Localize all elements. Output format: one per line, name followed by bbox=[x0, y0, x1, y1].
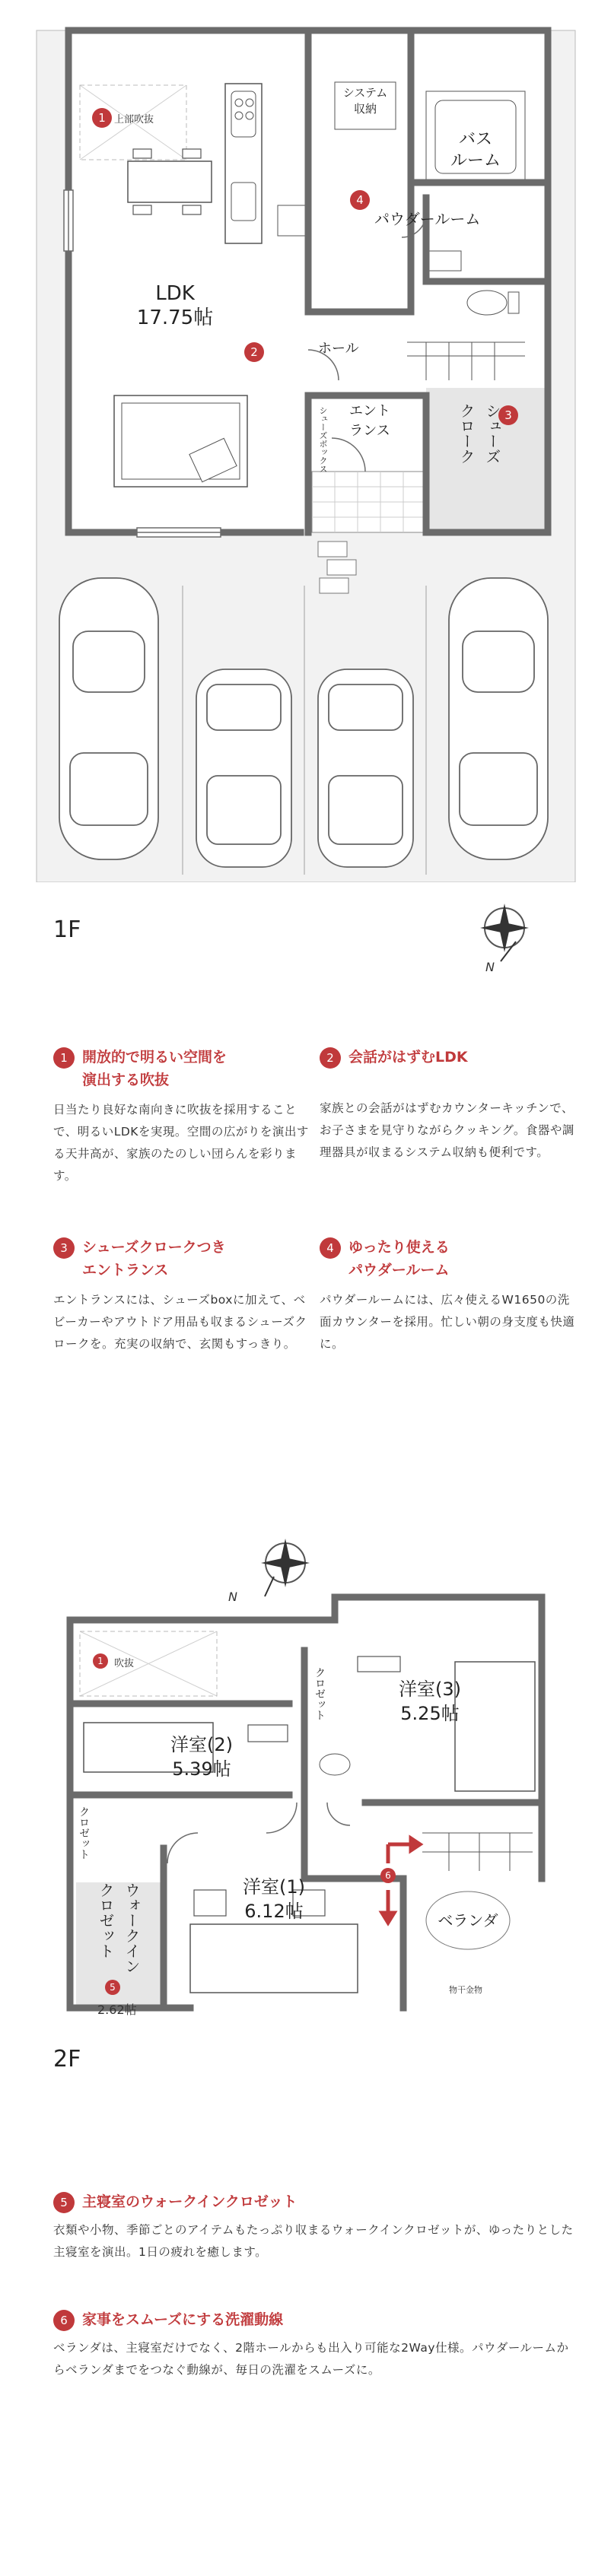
fukinuke-label-2f: 吹抜 bbox=[114, 1658, 135, 1669]
closet-small-label: クロゼット bbox=[313, 1667, 326, 1720]
feature-4-title: ゆったり使える パウダールーム bbox=[348, 1239, 450, 1278]
entrance-label: エント ランス bbox=[349, 403, 390, 439]
feature-6-body: ベランダは、主寝室だけでなく、2階ホールからも出入り可能な2Way仕様。パウダールームからベランダまでをつなぐ動線が、毎日の洗濯をスムーズに。 bbox=[53, 2341, 569, 2377]
room2-name: 洋室(2) bbox=[170, 1734, 233, 1755]
room1-name: 洋室(1) bbox=[243, 1876, 305, 1898]
feature-3-number: 3 bbox=[53, 1237, 75, 1259]
ldk-name: LDK bbox=[155, 282, 195, 305]
marker-6-laundry: 6 bbox=[380, 1868, 396, 1883]
room3-name: 洋室(3) bbox=[399, 1679, 461, 1700]
compass-n-label: N bbox=[485, 960, 495, 974]
room3-size: 5.25帖 bbox=[400, 1703, 460, 1724]
feature-2-body: 家族との会話がはずむカウンターキッチンで、お子さまを見守りながらクッキング。食器や調理器具が収まるシステム収納も便利です。 bbox=[320, 1101, 574, 1159]
feature-1-number: 1 bbox=[53, 1047, 75, 1069]
closet-left-label: クロゼット bbox=[78, 1806, 90, 1860]
compass-n-label-2f: N bbox=[228, 1590, 237, 1604]
feature-6 bbox=[53, 2308, 578, 2381]
feature-2-number: 2 bbox=[320, 1047, 341, 1069]
marker-1-fukinuke-2f: 1 bbox=[93, 1653, 108, 1669]
veranda-label: ベランダ bbox=[438, 1911, 498, 1930]
room2-size: 5.39帖 bbox=[172, 1758, 231, 1780]
feature-1 bbox=[53, 1046, 312, 1187]
feature-4-number: 4 bbox=[320, 1237, 341, 1259]
walkin-closet-label: ウォークイン クロゼット bbox=[97, 1882, 141, 1974]
feature-1-body: 日当たり良好な南向きに吹抜を採用することで、明るいLDKを実現。空間の広がりを演出する天井高が、家族のたのしい団らんを彩ります。 bbox=[53, 1103, 309, 1183]
feature-4 bbox=[320, 1236, 578, 1355]
shoes-cloak-label: シューズ クローク bbox=[457, 403, 501, 464]
marker-2-ldk: 2 bbox=[244, 342, 264, 362]
feature-6-number: 6 bbox=[53, 2310, 75, 2331]
feature-1-title: 開放的で明るい空間を 演出する吹抜 bbox=[82, 1049, 228, 1088]
feature-5-body: 衣類や小物、季節ごとのアイテムもたっぷり収まるウォークインクロゼットが、ゆったりとした主寝室を演出。1日の疲れを癒します。 bbox=[53, 2223, 574, 2259]
ldk-size: 17.75帖 bbox=[136, 307, 214, 329]
walkin-size: 2.62帖 bbox=[97, 2003, 137, 2017]
marker-4-powder: 4 bbox=[350, 190, 370, 210]
feature-2-title: 会話がはずむLDK bbox=[348, 1049, 468, 1066]
feature-4-body: パウダールームには、広々使えるW1650の洗面カウンターを採用。忙しい朝の身支度も快適に。 bbox=[320, 1293, 575, 1351]
feature-5 bbox=[53, 2190, 578, 2263]
feature-2 bbox=[320, 1046, 578, 1164]
hall-label: ホール bbox=[318, 341, 359, 357]
feature-3-title: シューズクロークつき エントランス bbox=[82, 1239, 226, 1278]
feature-5-number: 5 bbox=[53, 2192, 75, 2213]
feature-3-body: エントランスには、シューズboxに加えて、ベビーカーやアウトドア用品も収まるシューズクロークを。充実の収納で、玄関もすっきり。 bbox=[53, 1293, 307, 1351]
bath-label: バス ルーム bbox=[450, 130, 501, 170]
drying-hardware-label: 物干金物 bbox=[449, 1985, 482, 1995]
feature-3 bbox=[53, 1236, 312, 1355]
marker-1-fukinuke: 1 bbox=[92, 108, 112, 128]
fukinuke-label: 上部吹抜 bbox=[114, 114, 154, 125]
shoes-box-label: シューズボックス bbox=[318, 406, 328, 473]
feature-5-title: 主寝室のウォークインクロゼット bbox=[82, 2193, 298, 2210]
floor-plan-2f bbox=[0, 1590, 611, 2015]
powder-label: パウダールーム bbox=[374, 210, 481, 228]
floor-label-2f: 2F bbox=[53, 2046, 81, 2073]
system-storage-label: システム 収納 bbox=[342, 86, 388, 116]
marker-3-shoes-cloak: 3 bbox=[498, 405, 518, 425]
marker-5-walkin: 5 bbox=[105, 1980, 120, 1995]
feature-6-title: 家事をスムーズにする洗濯動線 bbox=[82, 2311, 284, 2328]
room1-size: 6.12帖 bbox=[244, 1901, 304, 1922]
floor-label-1f: 1F bbox=[53, 916, 81, 943]
compass-rose-icon bbox=[470, 897, 539, 966]
